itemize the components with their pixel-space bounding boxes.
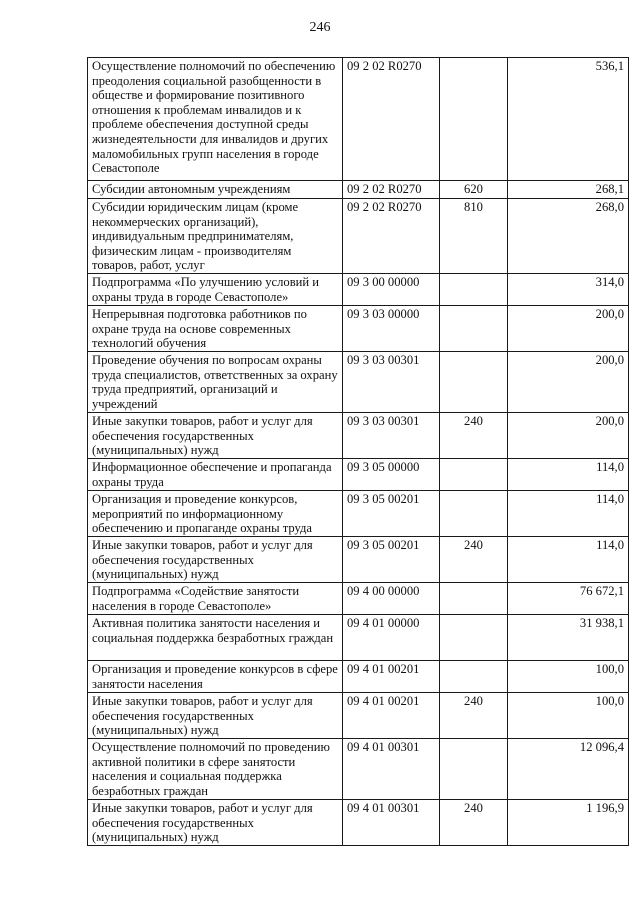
- row-type-cell: [440, 274, 508, 306]
- row-name-cell: Активная политика занятости населения и социальная поддержка безработных граждан: [88, 615, 343, 661]
- table-row: [88, 181, 629, 199]
- table-row: [88, 199, 629, 274]
- row-code-cell: 09 3 00 00000: [343, 274, 440, 306]
- row-type-cell: 620: [440, 181, 508, 199]
- row-code-cell: 09 2 02 R0270: [343, 199, 440, 274]
- row-name-cell: Организация и проведение конкурсов, мероприятий по информационному обеспечению и пропаганде охраны труда: [88, 491, 343, 537]
- row-type-cell: [440, 459, 508, 491]
- row-amount-cell: 1 196,9: [508, 800, 629, 846]
- row-amount-cell: 76 672,1: [508, 583, 629, 615]
- row-name-cell: Проведение обучения по вопросам охраны труда специалистов, ответственных за охрану труда предприятий, организаций и учреждений: [88, 352, 343, 413]
- row-type-cell: 240: [440, 537, 508, 583]
- row-name-cell: Подпрограмма «По улучшению условий и охраны труда в городе Севастополе»: [88, 274, 343, 306]
- row-amount-cell: 114,0: [508, 537, 629, 583]
- row-type-cell: [440, 661, 508, 693]
- row-name-cell: Иные закупки товаров, работ и услуг для обеспечения государственных (муниципальных) нужд: [88, 800, 343, 846]
- table-row: [88, 739, 629, 800]
- table-row: [88, 413, 629, 459]
- row-code-cell: 09 4 01 00000: [343, 615, 440, 661]
- table-row: [88, 274, 629, 306]
- row-name-cell: Организация и проведение конкурсов в сфере занятости населения: [88, 661, 343, 693]
- row-amount-cell: 114,0: [508, 459, 629, 491]
- row-name-cell: Иные закупки товаров, работ и услуг для обеспечения государственных (муниципальных) нужд: [88, 537, 343, 583]
- row-type-cell: [440, 352, 508, 413]
- row-name-cell: Осуществление полномочий по обеспечению преодоления социальной разобщенности в обществе и формирование позитивного отношения к проблемам инвалидов и к проблеме обеспечения доступной среды жизнедеятельности для инвалидов и других маломобильных групп населения в городе Севастополе: [88, 58, 343, 181]
- row-amount-cell: 100,0: [508, 661, 629, 693]
- row-amount-cell: 268,0: [508, 199, 629, 274]
- row-amount-cell: 12 096,4: [508, 739, 629, 800]
- table-row: [88, 661, 629, 693]
- row-code-cell: 09 4 01 00301: [343, 800, 440, 846]
- row-type-cell: 240: [440, 413, 508, 459]
- row-type-cell: [440, 583, 508, 615]
- budget-table: [87, 57, 629, 846]
- table-row: [88, 583, 629, 615]
- row-code-cell: 09 2 02 R0270: [343, 181, 440, 199]
- row-amount-cell: 200,0: [508, 352, 629, 413]
- table-row: [88, 615, 629, 661]
- table-row: [88, 459, 629, 491]
- row-code-cell: 09 3 05 00000: [343, 459, 440, 491]
- page-number: 246: [309, 20, 331, 35]
- row-type-cell: 240: [440, 693, 508, 739]
- row-amount-cell: 314,0: [508, 274, 629, 306]
- row-code-cell: 09 2 02 R0270: [343, 58, 440, 181]
- row-code-cell: 09 3 03 00000: [343, 306, 440, 352]
- row-amount-cell: 200,0: [508, 413, 629, 459]
- row-name-cell: Информационное обеспечение и пропаганда охраны труда: [88, 459, 343, 491]
- row-name-cell: Иные закупки товаров, работ и услуг для обеспечения государственных (муниципальных) нужд: [88, 413, 343, 459]
- row-code-cell: 09 3 03 00301: [343, 352, 440, 413]
- table-row: [88, 306, 629, 352]
- row-type-cell: 240: [440, 800, 508, 846]
- row-type-cell: [440, 306, 508, 352]
- table-row: [88, 491, 629, 537]
- row-code-cell: 09 3 03 00301: [343, 413, 440, 459]
- table-row: [88, 800, 629, 846]
- table-row: [88, 537, 629, 583]
- row-name-cell: Непрерывная подготовка работников по охране труда на основе современных технологий обучения: [88, 306, 343, 352]
- row-type-cell: 810: [440, 199, 508, 274]
- row-name-cell: Осуществление полномочий по проведению активной политики в сфере занятости населения и социальная поддержка безработных граждан: [88, 739, 343, 800]
- row-code-cell: 09 4 01 00301: [343, 739, 440, 800]
- row-type-cell: [440, 58, 508, 181]
- row-amount-cell: 31 938,1: [508, 615, 629, 661]
- row-amount-cell: 268,1: [508, 181, 629, 199]
- table-row: [88, 352, 629, 413]
- row-code-cell: 09 3 05 00201: [343, 537, 440, 583]
- row-code-cell: 09 4 01 00201: [343, 693, 440, 739]
- row-type-cell: [440, 615, 508, 661]
- row-name-cell: Иные закупки товаров, работ и услуг для обеспечения государственных (муниципальных) нужд: [88, 693, 343, 739]
- row-code-cell: 09 3 05 00201: [343, 491, 440, 537]
- row-amount-cell: 114,0: [508, 491, 629, 537]
- row-type-cell: [440, 739, 508, 800]
- row-name-cell: Субсидии юридическим лицам (кроме некоммерческих организаций), индивидуальным предпринимателям, физическим лицам - производителям товаров, работ, услуг: [88, 199, 343, 274]
- row-amount-cell: 200,0: [508, 306, 629, 352]
- table-row: [88, 58, 629, 181]
- row-code-cell: 09 4 00 00000: [343, 583, 440, 615]
- row-amount-cell: 100,0: [508, 693, 629, 739]
- row-name-cell: Подпрограмма «Содействие занятости населения в городе Севастополе»: [88, 583, 343, 615]
- table-row: [88, 693, 629, 739]
- row-type-cell: [440, 491, 508, 537]
- row-code-cell: 09 4 01 00201: [343, 661, 440, 693]
- row-name-cell: Субсидии автономным учреждениям: [88, 181, 343, 199]
- row-amount-cell: 536,1: [508, 58, 629, 181]
